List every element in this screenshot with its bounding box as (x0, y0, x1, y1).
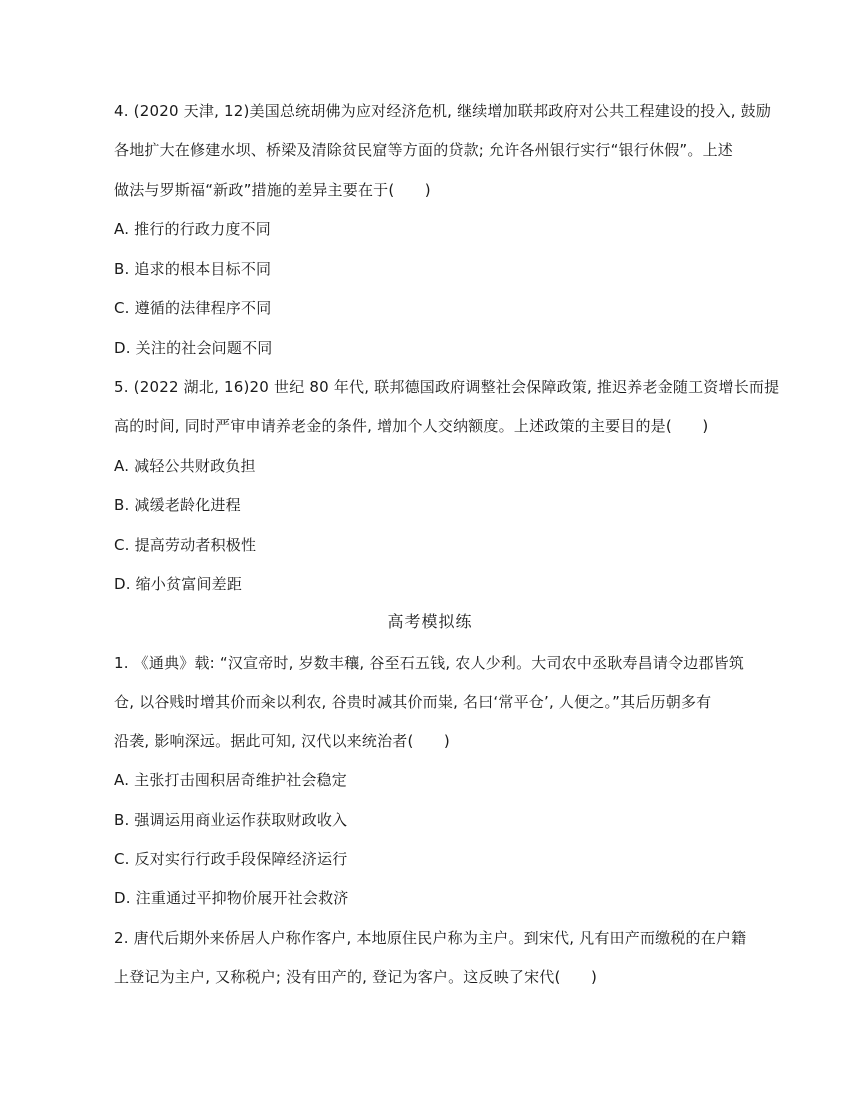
question-4-option-d: D. 关注的社会问题不同 (114, 339, 273, 357)
question-5-option-d: D. 缩小贫富间差距 (114, 575, 243, 593)
question-5-line-1: 5. (2022 湖北, 16)20 世纪 80 年代, 联邦德国政府调整社会保障政策, 推迟养老金随工资增长而提 (114, 378, 780, 396)
mock-question-1-line-3: 沿袭, 影响深远。据此可知, 汉代以来统治者( ) (114, 732, 450, 750)
mock-question-1-line-1: 1. 《通典》载: “汉宣帝时, 岁数丰穰, 谷至石五钱, 农人少利。大司农中丞耿寿昌请令边郡皆筑 (114, 654, 745, 672)
mock-question-1-option-c: C. 反对实行行政手段保障经济运行 (114, 850, 348, 868)
mock-question-1-option-a: A. 主张打击囤积居奇维护社会稳定 (114, 771, 347, 789)
question-5-option-a: A. 减轻公共财政负担 (114, 457, 256, 475)
question-4-line-3: 做法与罗斯福“新政”措施的差异主要在于( ) (114, 181, 431, 199)
section-title: 高考模拟练 (387, 612, 473, 631)
question-4-line-1: 4. (2020 天津, 12)美国总统胡佛为应对经济危机, 继续增加联邦政府对公共工程建设的投入, 鼓励 (114, 102, 772, 120)
question-4-option-b: B. 追求的根本目标不同 (114, 260, 272, 278)
question-5-line-2: 高的时间, 同时严审申请养老金的条件, 增加个人交纳额度。上述政策的主要目的是( ) (114, 417, 709, 435)
mock-question-1-line-2: 仓, 以谷贱时增其价而籴以利农, 谷贵时减其价而粜, 名曰‘常平仓’, 人便之。”其后历朝多有 (114, 693, 712, 711)
question-5-option-c: C. 提高劳动者积极性 (114, 536, 257, 554)
mock-question-1-option-b: B. 强调运用商业运作获取财政收入 (114, 811, 348, 829)
question-5-option-b: B. 减缓老龄化进程 (114, 496, 241, 514)
question-4-line-2: 各地扩大在修建水坝、桥梁及清除贫民窟等方面的贷款; 允许各州银行实行“银行休假”。上述 (114, 141, 733, 159)
mock-question-2-line-1: 2. 唐代后期外来侨居人户称作客户, 本地原住民户称为主户。到宋代, 凡有田产而缴税的在户籍 (114, 929, 747, 947)
question-4-option-a: A. 推行的行政力度不同 (114, 220, 271, 238)
mock-question-1-option-d: D. 注重通过平抑物价展开社会救济 (114, 889, 349, 907)
question-4-option-c: C. 遵循的法律程序不同 (114, 299, 272, 317)
mock-question-2-line-2: 上登记为主户, 又称税户; 没有田产的, 登记为客户。这反映了宋代( ) (114, 968, 598, 986)
